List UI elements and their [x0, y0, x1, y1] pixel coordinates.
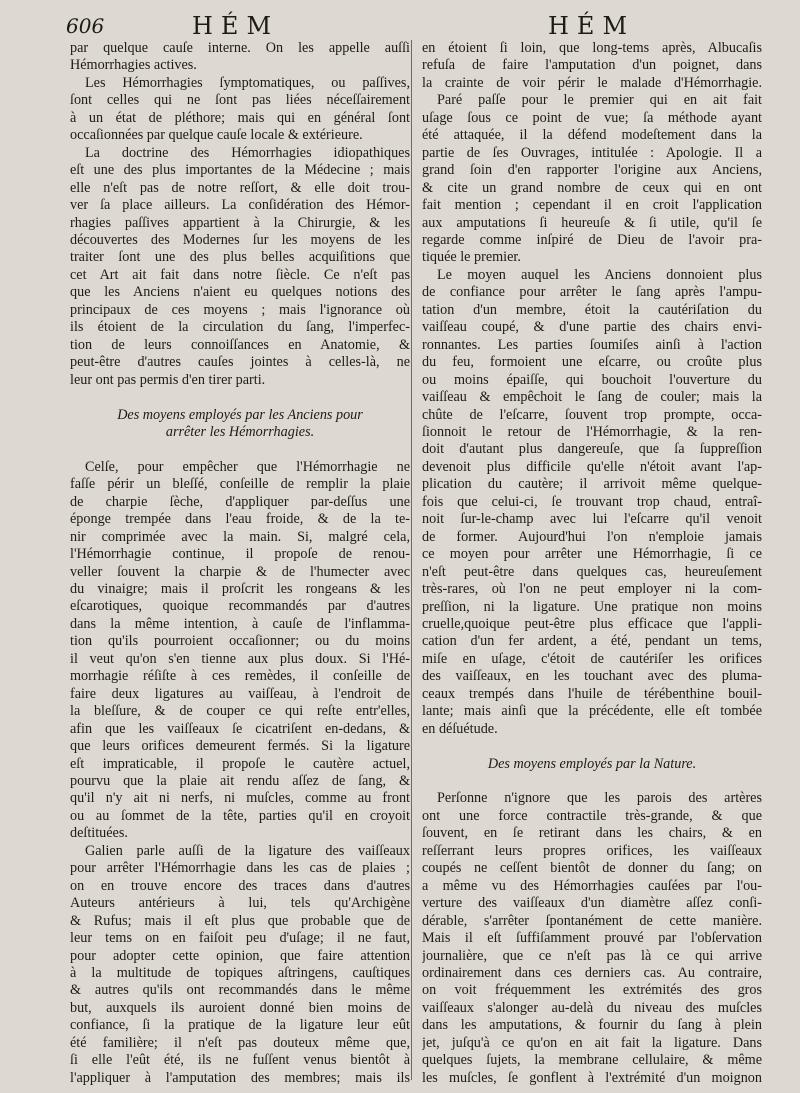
text-line: dans la même intention, à cauſe de l'inflamma-	[70, 615, 410, 632]
text-line: à la multitude de topiques aſtringens, cauſtiques	[70, 964, 410, 981]
text-line: Hémorrhagies actives.	[70, 57, 197, 74]
section-heading-line: Des moyens employés par les Anciens pour	[117, 406, 363, 423]
text-line: confiance, ſi la pratique de la ligature leur eût	[70, 1017, 410, 1034]
text-line: du vinaigre; mais il proſcrit les rongeans & les	[70, 581, 410, 598]
text-line: on en trouve encore des traces dans d'autres	[70, 877, 410, 894]
text-line: doit d'autant plus dangereuſe, que ſa ſuppreſſion	[422, 441, 762, 458]
running-head-right: HÉM	[548, 12, 636, 40]
text-line: n'eſt peut-être dans quelques cas, heureuſement	[422, 563, 762, 580]
text-line: vaiſſeau & empêchoit le ſang de couler; mais la	[422, 389, 762, 406]
text-line: & cite un grand nombre de ceux qui en ont	[422, 179, 762, 196]
text-line: les muſcles, ſe gonflent à l'extrémité d'un moignon	[422, 1069, 762, 1086]
text-line: grand ſoin d'en rapporter l'origine aux Anciens,	[422, 162, 762, 179]
text-line: uſage ſous ce point de vue; ſa méthode ayant	[422, 109, 762, 126]
text-line: l'appliquer à l'amputation des membres; mais ils	[70, 1069, 410, 1086]
text-line: rhagies paſſives appartient à la Chirurgie, & les	[70, 214, 410, 231]
text-line: Paré paſſe pour le premier qui en ait fait	[437, 92, 762, 109]
text-line: été familière; il n'eſt pas douteux même que,	[70, 1034, 410, 1051]
text-line: morrhagie réſiſte à ces remèdes, il conſeille de	[70, 668, 410, 685]
text-line: très-rares, où l'on ne peut employer ni la com-	[422, 581, 762, 598]
text-line: du feu, formoient une eſcarre, ou croûte plus	[422, 354, 762, 371]
text-line: des vaiſſeaux, en les touchant avec des pluma-	[422, 668, 762, 685]
text-line: traiter ſont une des plus belles acquiſitions que	[70, 249, 410, 266]
text-line: de former. Aujourd'hui l'on n'emploie jamais	[422, 528, 762, 545]
text-line: Auteurs antérieurs à lui, tels qu'Archigène	[70, 895, 410, 912]
text-line: afin que les vaiſſeaux ſe cicatriſent en-dedans, &	[70, 720, 410, 737]
text-line: principaux de ces moyens ; mais l'ignorance où	[70, 301, 410, 318]
text-line: ceaux trempés dans l'huile de térébenthine bouil-	[422, 685, 762, 702]
column-divider	[411, 40, 412, 1080]
text-line: par quelque cauſe interne. On les appelle auſſi	[70, 40, 410, 56]
text-line: lante; mais ainſi que la précédente, elle eſt tombée	[422, 703, 762, 720]
text-line: Le moyen auquel les Anciens donnoient plus	[437, 266, 762, 283]
text-line: eſt une des plus importantes de la Médecine ; mais	[70, 162, 410, 179]
text-line: que leurs orifices demeurent fermés. Si la ligature	[70, 738, 410, 755]
text-line: il veut qu'on s'en tienne aux plus doux. Si l'Hé-	[70, 650, 410, 667]
running-head-left: HÉM	[192, 12, 280, 40]
text-line: ronnantes. Les parties ſoumiſes ainſi à l'action	[422, 336, 762, 353]
text-line: dérable, s'arrêter ſpontanément de cette manière.	[422, 912, 762, 929]
text-line: été attaquée, il la défend modeſtement dans la	[422, 127, 762, 144]
text-line: éponge trempée dans l'eau froide, & de la te-	[70, 511, 410, 528]
text-line: de confiance pour arrêter le ſang après l'ampu-	[422, 284, 762, 301]
text-line: Perſonne n'ignore que les parois des artères	[437, 790, 762, 807]
text-line: ver ſa place ailleurs. La conſidération des Hémor-	[70, 197, 410, 214]
text-line: de charpie ſèche, d'appliquer par-deſſus une	[70, 493, 410, 510]
text-line: deſtituées.	[70, 825, 128, 842]
text-line: découvertes des Modernes ſur les moyens de les	[70, 231, 410, 248]
text-line: aux amputations ſi heureuſe & ſi utile, qu'il ſe	[422, 214, 762, 231]
text-line: qu'il n'y ait ni nerfs, ni muſcles, comme au front	[70, 790, 410, 807]
text-line: ce moyen pour arrêter une Hémorrhagie, ſi ce	[422, 546, 762, 563]
text-line: ont une force contractile très-grande, & que	[422, 807, 762, 824]
text-line: tation d'un membre, étoit la cautériſation du	[422, 301, 762, 318]
section-heading-line: Des moyens employés par la Nature.	[487, 755, 697, 772]
text-line: l'Hémorrhagie continue, il propoſe de renou-	[70, 546, 410, 563]
text-line: chûte de l'eſcarre, ſouvent trop prompte, occa-	[422, 406, 762, 423]
blank-line	[422, 773, 762, 790]
text-line: refuſa de faire l'amputation d'un poignet, dans	[422, 57, 762, 74]
text-line: ſouvent, en ſe retirant dans les chairs, & en	[422, 825, 762, 842]
text-line: noit ſur-le-champ avec lui l'eſcarre qu'il venoit	[422, 511, 762, 528]
right-column	[422, 40, 762, 1087]
text-line: but, auxquels ils auroient donné bien moins de	[70, 999, 410, 1016]
text-line: a même vu des Hémorrhagies cauſées par l'ou-	[422, 877, 762, 894]
text-line: vaiſſeaux s'alonger au-delà du niveau des muſcles	[422, 999, 762, 1016]
text-line: tion qu'ils pourroient occaſionner; ou du moins	[70, 633, 410, 650]
text-line: tiquée le premier.	[422, 249, 521, 266]
text-line: cruelle,quoique peut-être plus efficace que l'appli-	[422, 615, 762, 632]
text-line: veller ſouvent la charpie & de l'humecter avec	[70, 563, 410, 580]
text-line: ils étoient de la circulation du ſang, l'imperfec-	[70, 319, 410, 336]
text-line: Mais il eſt ſuffiſamment prouvé par l'obſervation	[422, 930, 762, 947]
text-line: peut-être d'autres cauſes jointes à celles-là, ne	[70, 354, 410, 371]
section-heading-line: arrêter les Hémorrhagies.	[165, 423, 315, 440]
text-line: fois que celui-ci, ſe trouvant trop chaud, entraî-	[422, 493, 762, 510]
text-line: verture des vaiſſeaux d'un diamètre aſſez conſi-	[422, 895, 762, 912]
text-line: on voit fréquemment les extrémités des gros	[422, 982, 762, 999]
text-line: vaiſſeau coupé, & d'une partie des chairs envi-	[422, 319, 762, 336]
text-line: ſionnoit le retour de l'Hémorrhagie, & la ren-	[422, 423, 762, 440]
text-line: partie de ſes Ouvrages, intitulée : Apologie. Il a	[422, 144, 762, 161]
text-line: plication du cautère; il arrivoit même quelque-	[422, 476, 762, 493]
text-line: faſſe périr un bleſſé, conſeille de remplir la plaie	[70, 476, 410, 493]
text-line: occaſionnées par quelque cauſe locale & extérieure.	[70, 127, 363, 144]
text-line: reſſerrant leurs propres orifices, les vaiſſeaux	[422, 842, 762, 859]
text-line: dans les amputations, & fournir du ſang à plein	[422, 1017, 762, 1034]
text-line: leur ont pas permis d'en tirer parti.	[70, 371, 266, 388]
text-line: pour arrêter l'Hémorrhagie dans les cas de plaies ;	[70, 860, 410, 877]
text-line: coupés ne ceſſent bientôt de donner du ſang; on	[422, 860, 762, 877]
text-line: en déſuétude.	[422, 720, 498, 737]
text-line: fait mention ; cependant il en croit l'application	[422, 197, 762, 214]
text-line: journalière, que ce n'eſt pas là ce qui arrive	[422, 947, 762, 964]
text-line: Les Hémorrhagies ſymptomatiques, ou paſſives,	[85, 74, 410, 91]
text-line: ou moins épaiſſe, qui bouchoit l'ouverture du	[422, 371, 762, 388]
text-line: ou au ſommet de la tête, parties qu'il en croyoit	[70, 807, 410, 824]
text-line: miſe en uſage, c'étoit de cautériſer les orifices	[422, 650, 762, 667]
page-number: 606	[66, 14, 105, 38]
text-line: & Rufus; mais il eſt plus que probable que de	[70, 912, 410, 929]
page-header	[0, 6, 800, 40]
text-line: jet, juſqu'à ce qu'on en ait fait la ligature. Dans	[422, 1034, 762, 1051]
text-line: la bleſſure, & de couper ce qui reſte entr'elles,	[70, 703, 410, 720]
text-line: que les Anciens n'aient eu quelques notions des	[70, 284, 410, 301]
text-line: La doctrine des Hémorrhagies idiopathiques	[85, 144, 410, 161]
text-line: ſi elle l'eût été, ils ne fuſſent venus bientôt à	[70, 1052, 410, 1069]
text-line: & autres qu'ils ont recommandés dans le même	[70, 982, 410, 999]
text-line: preſſion, ni la ligature. Une pratique non moins	[422, 598, 762, 615]
text-line: regarde comme inſpiré de Dieu de l'avoir pra-	[422, 231, 762, 248]
text-line: faire deux ligatures au vaiſſeau, à l'endroit de	[70, 685, 410, 702]
text-line: nir comprimée avec la main. Si, malgré cela,	[70, 528, 410, 545]
text-line: la crainte de voir périr le malade d'Hémorrhagie.	[422, 74, 762, 91]
text-line: eſcarotiques, quoique recommandés par d'autres	[70, 598, 410, 615]
text-line: pour adopter cette opinion, que faire attention	[70, 947, 410, 964]
text-line: cet Art ait fait dans notre ſiècle. Ce n'eſt pas	[70, 266, 410, 283]
text-line: en étoient ſi loin, que long-tems après, Albucaſis	[422, 40, 762, 56]
text-line: Celſe, pour empêcher que l'Hémorrhagie ne	[85, 458, 410, 475]
text-line: elle n'eſt pas de notre reſſort, & elle doit trou-	[70, 179, 410, 196]
text-line: eſt impraticable, il propoſe le cautère actuel,	[70, 755, 410, 772]
text-line: tion de leurs connoiſſances en Anatomie, &	[70, 336, 410, 353]
left-column	[70, 40, 410, 1087]
blank-line	[70, 389, 410, 406]
blank-line	[422, 738, 762, 755]
text-line: cation d'un fer ardent, a été, pendant un tems,	[422, 633, 762, 650]
text-line: pourvu que la plaie ait rendu aſſez de ſang, &	[70, 773, 410, 789]
text-line: à un état de pléthore; mais qui en général ſont	[70, 109, 410, 126]
text-line: devenoit plus difficile qu'elle n'étoit avant l'ap-	[422, 458, 762, 475]
text-line: ordinairement dans ces derniers cas. Au contraire,	[422, 964, 762, 981]
text-line: ſont celles qui ne ſont pas liées néceſſairement	[70, 92, 410, 109]
text-line: leur tems on en faiſoit peu d'uſage; il ne faut,	[70, 930, 410, 947]
text-line: Galien parle auſſi de la ligature des vaiſſeaux	[85, 842, 410, 859]
text-line: quelques ſujets, la membrane cellulaire, & même	[422, 1052, 762, 1069]
blank-line	[70, 441, 410, 458]
